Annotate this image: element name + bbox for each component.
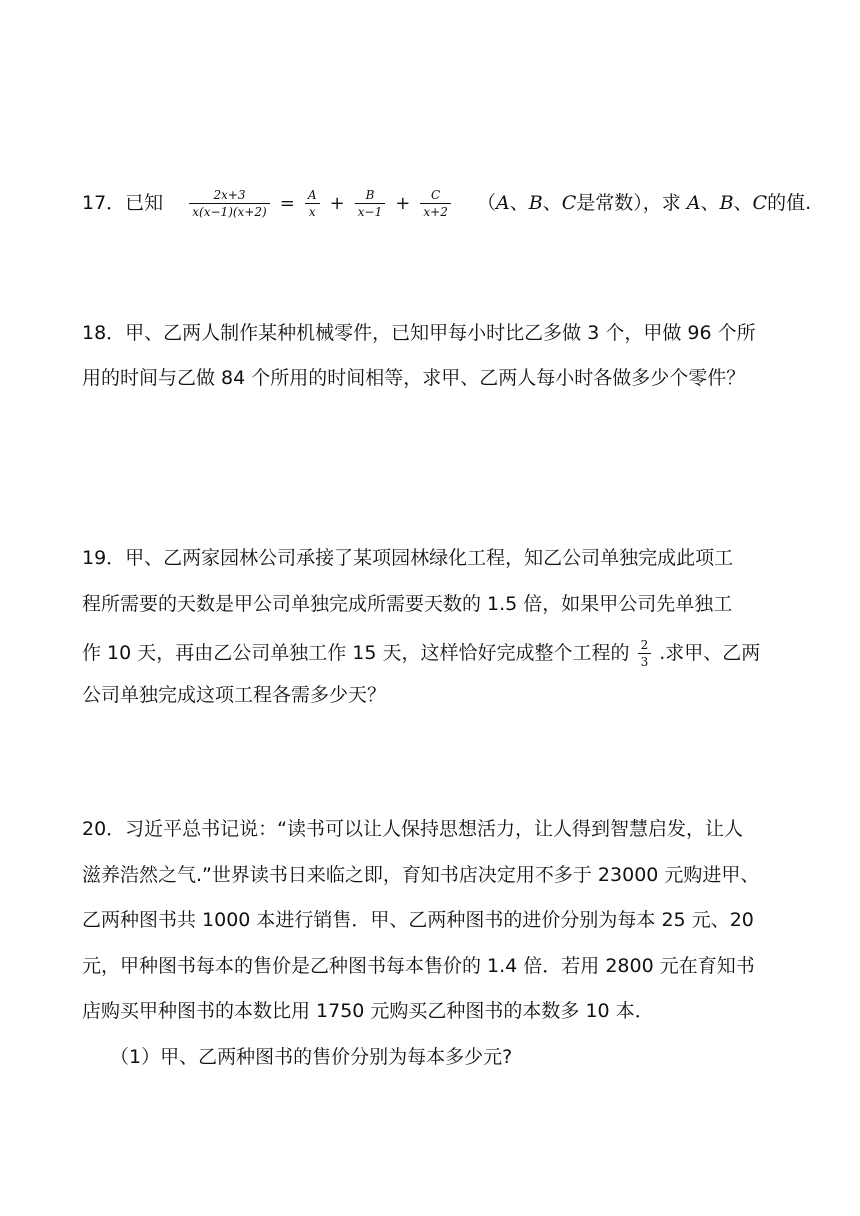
q17-var-b-2: B [719, 192, 734, 214]
q17-fraction-b [355, 188, 385, 219]
q19-fraction-den: 3 [640, 655, 649, 669]
q17-fraction-c-num: C [420, 188, 450, 204]
q17-fraction-a [305, 188, 320, 219]
q17-var-c: C [561, 192, 577, 214]
q17-line [82, 188, 811, 219]
q17-fraction-c-den: x+2 [423, 205, 448, 219]
q17-plus-2: + [395, 192, 411, 214]
q17-main-numerator: 2x+3 [189, 188, 269, 204]
q19-line-4: 公司单独完成这项工程各需多少天？ [82, 684, 387, 706]
q17-suffix-2: 的值. [767, 192, 812, 214]
q20-line-2: 滋养浩然之气.”世界读书日来临之即，育知书店决定用不多于 23000 元购进甲、 [82, 864, 760, 886]
q20-line-4: 元，甲种图书每本的售价是乙种图书每本售价的 1.4 倍．若用 2800 元在育知书 [82, 955, 755, 977]
q19-line-3-a: 作 10 天，再由乙公司单独工作 15 天，这样恰好完成整个工程的 [82, 642, 630, 664]
q17-fraction-b-num: B [355, 188, 385, 204]
q20-line-3: 乙两种图书共 1000 本进行销售．甲、乙两种图书的进价分别为每本 25 元、20 [82, 909, 754, 931]
q17-var-a: A [495, 192, 510, 214]
q17-fraction-c [420, 188, 450, 219]
q19-line-1: 19．甲、乙两家园林公司承接了某项园林绿化工程，知乙公司单独完成此项工 [82, 547, 734, 569]
q17-fraction-a-den: x [308, 205, 316, 219]
q17-sep-3: 、 [700, 192, 720, 214]
q17-equals: = [279, 192, 295, 214]
q17-main-fraction [189, 188, 269, 219]
q17-paren-open: （ [476, 192, 496, 214]
q17-main-denominator: x(x−1)(x+2) [192, 205, 267, 219]
q17-fraction-a-num: A [305, 188, 320, 204]
q17-plus-1: + [329, 192, 345, 214]
q20-sub-question-1: （1）甲、乙两种图书的售价分别为每本多少元? [110, 1046, 513, 1068]
q18-line-1: 18．甲、乙两人制作某种机械零件，已知甲每小时比乙多做 3 个，甲做 96 个所 [82, 322, 756, 344]
q18-line-2: 用的时间与乙做 84 个所用的时间相等，求甲、乙两人每小时各做多少个零件？ [82, 367, 746, 389]
q17-sep-1: 、 [509, 192, 529, 214]
q19-line-3 [82, 638, 760, 669]
q20-line-1: 20．习近平总书记说：“读书可以让人保持思想活力，让人得到智慧启发，让人 [82, 818, 744, 840]
q17-fraction-b-den: x−1 [357, 205, 383, 219]
q17-var-c-2: C [752, 192, 768, 214]
q19-fraction [638, 638, 652, 669]
q19-line-2: 程所需要的天数是甲公司单独完成所需要天数的 1.5 倍，如果甲公司先单独工 [82, 593, 733, 615]
q17-suffix-1: 是常数），求 [576, 192, 687, 214]
q17-sep-2: 、 [542, 192, 562, 214]
q17-sep-4: 、 [733, 192, 753, 214]
q17-prefix: 17．已知 [82, 192, 164, 214]
q17-var-a-2: A [686, 192, 701, 214]
q19-line-3-b: .求甲、乙两 [659, 642, 761, 664]
q19-fraction-num: 2 [638, 638, 652, 654]
q17-var-b: B [528, 192, 543, 214]
q20-line-5: 店购买甲种图书的本数比用 1750 元购买乙种图书的本数多 10 本． [82, 1000, 654, 1022]
